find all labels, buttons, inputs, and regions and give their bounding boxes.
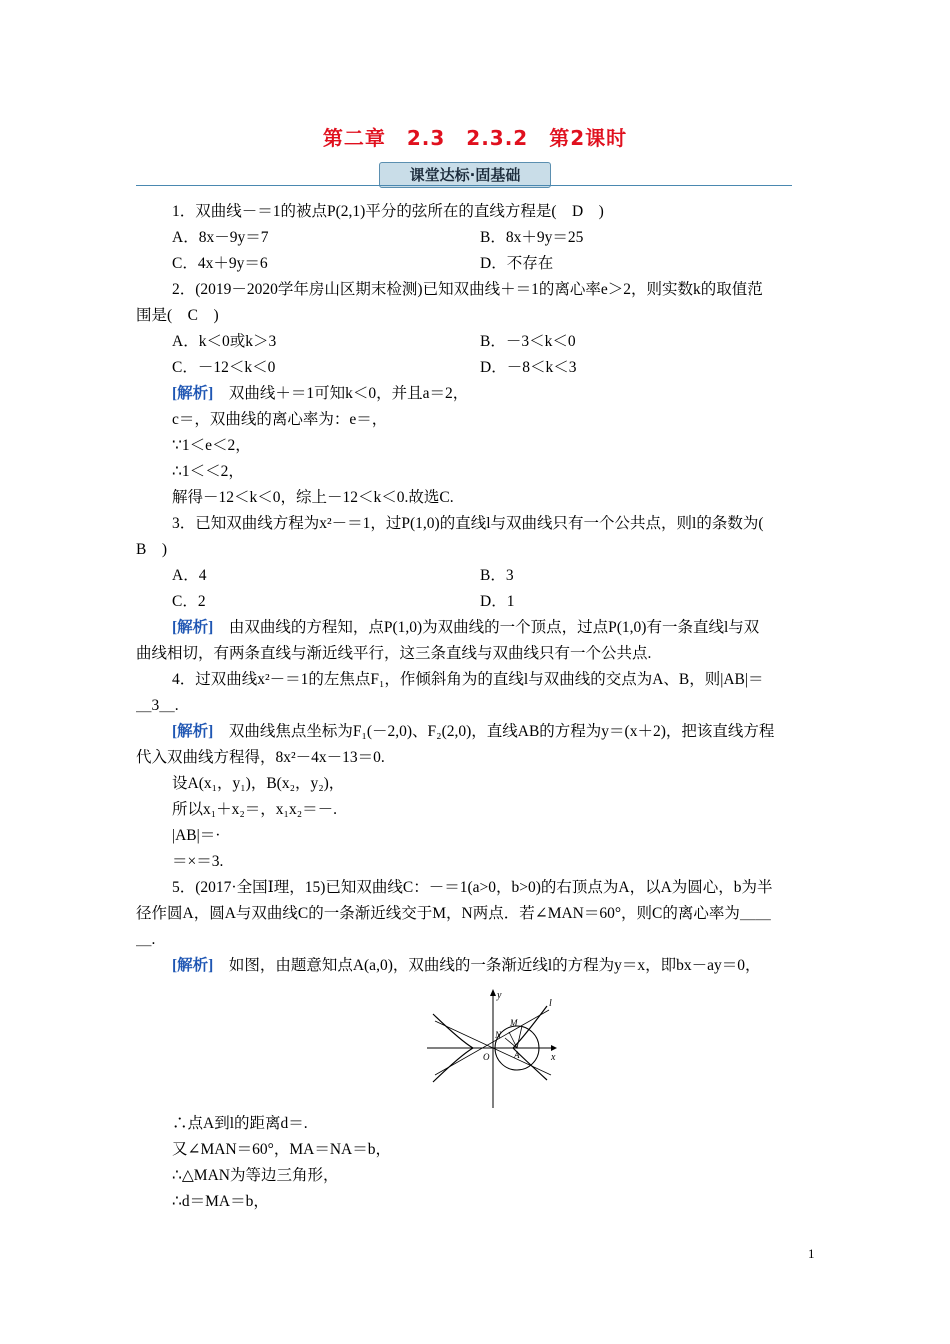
section-banner: 课堂达标·固基础 [379, 162, 551, 188]
text-line-q1d [480, 253, 553, 275]
text-line-s2b [172, 409, 387, 431]
line-text: 径作圆A，圆A与双曲线C的一条渐近线交于M，N两点．若∠MAN＝60°，则C的离心率为＿＿ [136, 905, 771, 922]
line-text: 5．(2017·全国Ⅰ理，15)已知双曲线C：－＝1(a>0，b>0)的右顶点为A，以A为圆心，b为半 [172, 879, 773, 896]
line-text: 代入双曲线方程得，8x²－4x－13＝0. [136, 749, 385, 766]
page-title: 第二章 2.3 2.3.2 第2课时 [322, 126, 628, 150]
label-l: l [549, 998, 552, 1009]
text-line-q3B [480, 565, 514, 587]
label-n: N [495, 1030, 502, 1040]
text-line-s3b [136, 643, 651, 665]
line-text: C．4x＋9y＝6 [172, 255, 268, 272]
line-text: 双曲线＋＝1可知k＜0，并且a＝2， [213, 385, 469, 402]
line-text: ∴d＝MA＝b， [172, 1193, 269, 1210]
analysis-tag: [解析] [172, 723, 214, 740]
line-text: 如图，由题意知点A(a,0)，双曲线的一条渐近线l的方程为y＝x，即bx－ay＝0， [213, 957, 761, 974]
segment-an [509, 1032, 517, 1048]
text-line-s4a [172, 721, 774, 743]
text-line-s3a [172, 617, 759, 639]
line-text: A．k＜0或k＞3 [172, 333, 277, 350]
text-line-s4f [172, 851, 223, 873]
line-text: ∵1＜e＜2， [172, 437, 251, 454]
line-text: 围是( C ) [136, 307, 219, 324]
text-line-q1c [172, 253, 268, 275]
text-line-s5a [172, 955, 761, 977]
text-line-s5c [172, 1139, 391, 1161]
line-text: 双曲线焦点坐标为F₁(－2,0)、F₂(2,0)，直线AB的方程为y＝(x＋2)，把该直线方程 [213, 723, 775, 740]
line-text: 3．已知双曲线方程为x²－＝1，过P(1,0)的直线l与双曲线只有一个公共点，则l的条数为( [172, 515, 764, 532]
text-line-q1 [172, 201, 604, 223]
label-o: O [483, 1052, 490, 1062]
text-line-s5d [172, 1165, 338, 1187]
text-line-s2a [172, 383, 468, 405]
text-line-q1a [172, 227, 268, 249]
text-line-s4d [172, 799, 337, 821]
line-text: ∴1＜＜2， [172, 463, 244, 480]
line-text: B．3 [480, 567, 514, 584]
line-text: 设A(x₁，y₁)，B(x₂，y₂)， [172, 775, 345, 792]
label-a: A [514, 1050, 520, 1060]
line-text: 2．(2019－2020学年房山区期末检测)已知双曲线＋＝1的离心率e＞2，则实数k的取值范 [172, 281, 763, 298]
text-line-s5b [172, 1113, 308, 1135]
line-text: 所以x₁＋x₂＝，x₁x₂＝－. [172, 801, 337, 818]
text-line-q1b [480, 227, 583, 249]
line-text: 解得－12＜k＜0，综上－12＜k＜0.故选C. [172, 489, 454, 506]
text-line-q5 [172, 877, 773, 899]
line-text: ＝×＝3. [172, 853, 224, 870]
line-text: A．8x－9y＝7 [172, 229, 269, 246]
line-text: 由双曲线的方程知，点P(1,0)为双曲线的一个顶点，过点P(1,0)有一条直线l与双 [213, 619, 760, 636]
text-line-s4b [136, 747, 385, 769]
line-text: B．8x＋9y＝25 [480, 229, 584, 246]
text-line-s2d [172, 461, 244, 483]
text-line-q2C [172, 357, 275, 379]
text-line-q2 [172, 279, 763, 301]
text-line-q3A [172, 565, 206, 587]
line-text: 4．过双曲线x²－＝1的左焦点F₁，作倾斜角为的直线l与双曲线的交点为A、B，则|AB|＝ [172, 671, 764, 688]
text-line-s4e [172, 825, 220, 847]
text-line-q5c [136, 929, 155, 951]
line-text: B ) [136, 541, 168, 558]
line-text: C．－12＜k＜0 [172, 359, 276, 376]
text-line-q2b [136, 305, 219, 327]
text-line-q5b [136, 903, 771, 925]
x-axis-arrow [551, 1045, 557, 1051]
line-text: D．1 [480, 593, 515, 610]
line-text: C．2 [172, 593, 206, 610]
line-text: B．－3＜k＜0 [480, 333, 576, 350]
text-line-q2D [480, 357, 576, 379]
line-text: ＿. [136, 931, 156, 948]
hyperbola-figure [425, 986, 565, 1111]
text-line-q2B [480, 331, 576, 353]
header-rule [136, 185, 792, 186]
triangle-man [505, 1026, 522, 1048]
line-text: 曲线相切，有两条直线与渐近线平行，这三条直线与双曲线只有一个公共点. [136, 645, 652, 662]
line-text: ∴点A到l的距离d＝. [172, 1115, 308, 1132]
text-line-q3 [172, 513, 764, 535]
analysis-tag: [解析] [172, 619, 214, 636]
text-line-q3C [172, 591, 206, 613]
text-line-q2A [172, 331, 276, 353]
text-line-s4c [172, 773, 344, 795]
line-text: ＿3＿. [136, 697, 179, 714]
text-line-s5e [172, 1191, 269, 1213]
text-line-s2e [172, 487, 454, 509]
text-line-q4b [136, 695, 179, 717]
line-text: 1．双曲线－＝1的被点P(2,1)平分的弦所在的直线方程是( D ) [172, 203, 604, 220]
page-number: 1 [808, 1246, 815, 1261]
analysis-tag: [解析] [172, 385, 214, 402]
label-y: y [497, 990, 502, 1001]
line-text: D．－8＜k＜3 [480, 359, 577, 376]
text-line-q3b [136, 539, 167, 561]
line-text: c＝，双曲线的离心率为：e＝， [172, 411, 388, 428]
line-text: ∴△MAN为等边三角形， [172, 1167, 339, 1184]
text-line-q3D [480, 591, 514, 613]
line-text: 又∠MAN＝60°，MA＝NA＝b， [172, 1141, 391, 1158]
text-line-s2c [172, 435, 251, 457]
line-text: |AB|＝· [172, 827, 221, 844]
y-axis-arrow [490, 989, 496, 996]
line-text: A．4 [172, 567, 207, 584]
analysis-tag: [解析] [172, 957, 214, 974]
line-text: D．不存在 [480, 255, 554, 272]
text-line-q4 [172, 669, 764, 691]
label-x: x [551, 1052, 556, 1063]
label-m: M [510, 1018, 518, 1028]
